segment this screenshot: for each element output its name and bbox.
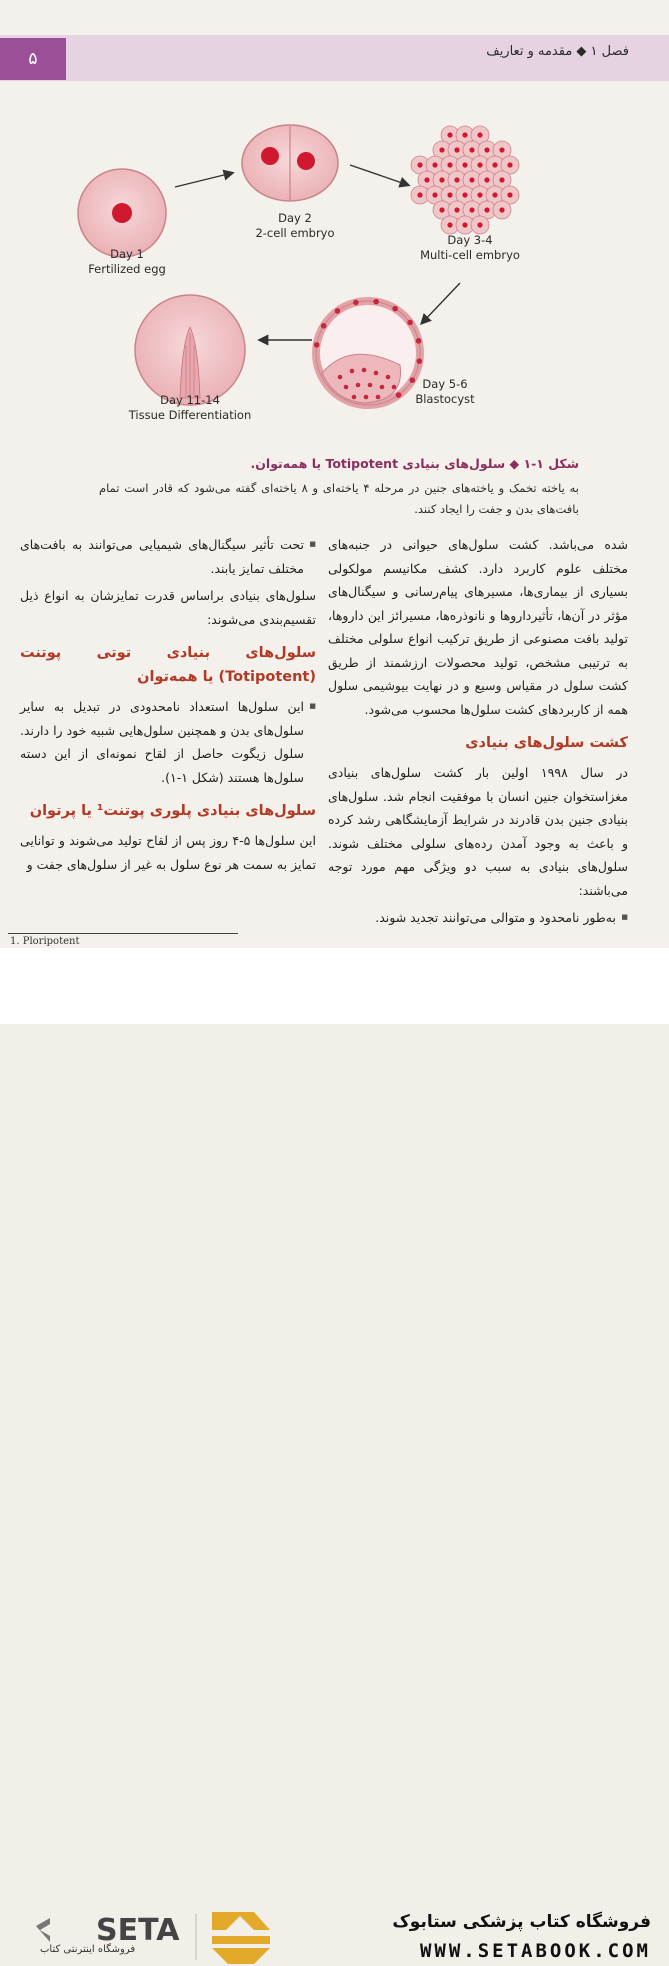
right-para-2: در سال ۱۹۹۸ اولین بار کشت سلول‌های بنیادی مغزاستخوان جنین انسان با موفقیت انجام شد. سلول‌های بنیادی جنین بدن قادرند در شرایط آزمایشگاهی رشد کرده و باعث به وجود آمدن رده‌های سلولی مختلف شوند. سلول‌های بنیادی به سبب دو ویژگی مهم مورد توجه می‌باشند: xyxy=(328,765,628,898)
figure-caption-title: شکل ۱-۱ ◆ سلول‌های بنیادی Totipotent یا همه‌توان. xyxy=(250,456,579,471)
stage-label-day2: Day 2 2-cell embryo xyxy=(255,211,335,240)
footer-banner xyxy=(0,948,669,1962)
arrow-3 xyxy=(422,283,460,323)
figure-caption-text: به یاخته تخمک و یاخته‌های جنین در مرحله ۴ یاخته‌ای و ۸ یاخته‌ای گفته می‌شود که قادر است تمام بافت‌های بدن و جفت را ایجاد کنند. xyxy=(99,481,579,516)
section-title-pluripotent: سلول‌های بنیادی پلوری پوتنت¹ یا پرتوان xyxy=(29,803,316,819)
right-bullet-1: ■ به‌طور نامحدود و متوالی می‌توانند تجدید شوند. xyxy=(328,906,628,930)
left-para-1: سلول‌های بنیادی براساس قدرت تمایزشان به انواع ذیل تقسیم‌بندی می‌شوند: xyxy=(20,588,316,627)
stage-day1-egg xyxy=(78,169,166,257)
stage-day2-embryo xyxy=(242,125,338,201)
left-bullet-2: ■ این سلول‌ها استعداد نامحدودی در تبدیل به سایر سلول‌های بدن و همچنین سلول‌هایی شبیه خود را دارند. سلول زیگوت حاصل از لقاح نمونه‌ای از این دسته سلول‌ها هستند (شکل ۱-۱). xyxy=(20,695,316,789)
logo-subtitle: فروشگاه اینترنتی کتاب xyxy=(40,1944,136,1955)
stage-label-day3: Day 3-4 Multi-cell embryo xyxy=(420,233,520,262)
embryo-diagram xyxy=(60,115,620,435)
stage-label-day5: Day 5-6 Blastocyst xyxy=(415,377,475,406)
footnote: 1. Ploripotent xyxy=(10,936,80,947)
footnote-divider xyxy=(8,933,238,934)
section-title-totipotent: سلول‌های بنیادی توتی پوتنت (Totipotent) یا همه‌توان xyxy=(20,645,316,685)
right-para-1: شده می‌باشد. کشت سلول‌های حیوانی در جنبه‌های مختلف علوم کاربرد دارد. کشف مکانیسم مولکولی بسیاری از بیماری‌ها، مسیرهای پیام‌رسانی و سیگنال‌های مؤثر در آن‌ها، تأثیرداروها و نانوذره‌ها، مسیرائز این داروها، تولید بافت مصنوعی از طریق ترکیب انواع سلولی مختلف به ترتیبی مشخص، تولید محصولات ارزشمند از طریق کشت سلول در مقیاس وسیع و در نهایت بیوشیمی سلول همه از کاربردهای کشت سلول‌ها محسوب می‌شود. xyxy=(328,537,628,717)
arrow-2 xyxy=(350,165,408,185)
page-number: ۵ xyxy=(0,38,66,80)
left-column xyxy=(20,533,316,880)
left-bullet-1: ■ تحت تأثیر سیگنال‌های شیمیایی می‌توانند به بافت‌های مختلف تمایز یابند. xyxy=(20,533,316,580)
store-name: فروشگاه کتاب پزشکی ستابوک xyxy=(392,1912,651,1932)
book-page xyxy=(0,0,669,948)
svg-text:SETA: SETA xyxy=(96,1913,180,1948)
right-column xyxy=(328,533,628,934)
stage-day3-multicell xyxy=(411,126,519,234)
setabook-logo xyxy=(16,1906,296,1966)
section-title-stem-culture: کشت سلول‌های بنیادی xyxy=(465,735,628,751)
arrow-1 xyxy=(175,173,232,187)
store-url[interactable]: WWW.SETABOOK.COM xyxy=(419,1940,651,1962)
stage-day11-differentiation xyxy=(135,295,245,405)
left-para-2: این سلول‌ها ۵-۴ روز پس از لقاح تولید می‌شوند و توانایی تمایز به سمت هر نوع سلول به غیر از سلول‌های جفت و xyxy=(20,833,316,872)
chapter-title: فصل ۱ ◆ مقدمه و تعاریف xyxy=(486,44,629,59)
stage-label-day11: Day 11-14 Tissue Differentiation xyxy=(128,393,252,422)
stage-label-day1: Day 1 Fertilized egg xyxy=(88,247,166,276)
